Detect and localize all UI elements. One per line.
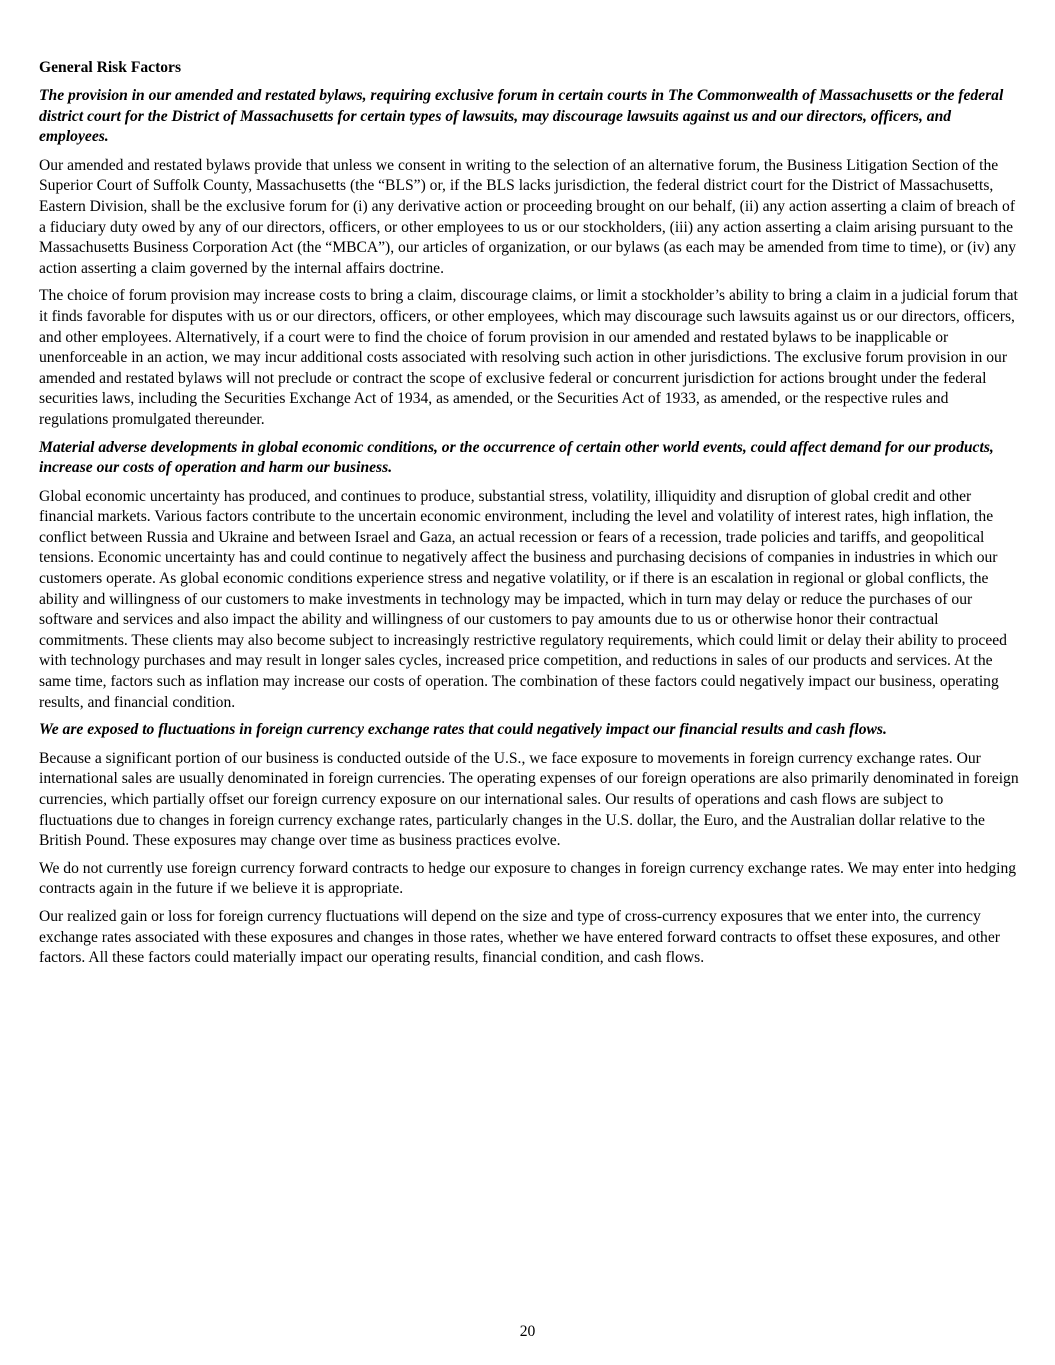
paragraph-foreign-currency-3: Our realized gain or loss for foreign currency fluctuations will depend on the size and type of cross-currency exposures that we enter into, the currency exchange rates associated with these exposures and changes in those rates, whether we have entered forward contracts to offset these exposures, and other factors. All these factors could materially impact our operating results, financial condition, and cash flows. [39,907,1000,967]
document-page [39,58,1019,976]
page-number: 20 [519,1323,536,1340]
risk-heading-exclusive-forum: The provision in our amended and restated bylaws, requiring exclusive forum in certain courts in The Commonwealth of Massachusetts or the federal district court for the District of Massachusetts for certain types of lawsuits, may discourage lawsuits against us and our directors, officers, and employees. [39,87,1004,146]
paragraph-exclusive-forum-2: The choice of forum provision may increase costs to bring a claim, discourage claims, or limit a stockholder’s ability to bring a claim in a judicial forum that it finds favorable for disputes with us or our directors, officers, or other employees, which may discourage such lawsuits against us or our directors, officers, and other employees. Alternatively, if a court were to find the choice of forum provision in our amended and restated bylaws to be inapplicable or unenforceable in an action, we may incur additional costs associated with resolving such action in other jurisdictions. The exclusive forum provision in our amended and restated bylaws will not preclude or contract the scope of exclusive federal or concurrent jurisdiction for actions brought under the federal securities laws, including the Securities Exchange Act of 1934, as amended, or the Securities Act of 1933, as amended, or the respective rules and regulations promulgated thereunder. [39,287,1018,428]
section-title: General Risk Factors [39,59,182,76]
risk-heading-economic-conditions: Material adverse developments in global economic conditions, or the occurrence of certain other world events, could affect demand for our products, increase our costs of operation and harm our business. [39,438,994,477]
risk-heading-foreign-currency: We are exposed to fluctuations in foreign currency exchange rates that could negatively impact our financial results and cash flows. [39,721,887,739]
paragraph-foreign-currency-1: Because a significant portion of our business is conducted outside of the U.S., we face exposure to movements in foreign currency exchange rates. Our international sales are usually denominated in foreign currencies. The operating expenses of our foreign operations are also primarily denominated in foreign currencies, which partially offset our foreign currency exposure on our international sales. Our results of operations and cash flows are subject to fluctuations due to changes in foreign currency exchange rates, particularly changes in the U.S. dollar, the Euro, and the Australian dollar relative to the British Pound. These exposures may change over time as business practices evolve. [39,749,1019,850]
paragraph-exclusive-forum-1: Our amended and restated bylaws provide that unless we consent in writing to the selection of an alternative forum, the Business Litigation Section of the Superior Court of Suffolk County, Massachusetts (the “BLS”) or, if the BLS lacks jurisdiction, the federal district court for the District of Massachusetts, Eastern Division, shall be the exclusive forum for (i) any derivative action or proceeding brought on our behalf, (ii) any action asserting a claim of breach of a fiduciary duty owed by any of our directors, officers, or other employees to us or our stockholders, (iii) any action asserting a claim arising pursuant to the Massachusetts Business Corporation Act (the “MBCA”), our articles of organization, or our bylaws (as each may be amended from time to time), or (iv) any action asserting a claim governed by the internal affairs doctrine. [39,156,1017,277]
paragraph-economic-conditions-1: Global economic uncertainty has produced, and continues to produce, substantial stress, volatility, illiquidity and disruption of global credit and other financial markets. Various factors contribute to the uncertain economic environment, including the level and volatility of interest rates, high inflation, the conflict between Russia and Ukraine and between Israel and Gaza, an actual recession or fears of a recession, trade policies and tariffs, and geopolitical tensions. Economic uncertainty has and could continue to negatively affect the business and purchasing decisions of companies in industries in which our customers operate. As global economic conditions experience stress and negative volatility, or if there is an escalation in regional or global conflicts, the ability and willingness of our customers to make investments in technology may be impacted, which in turn may delay or reduce the purchases of our software and services and also impact the ability and willingness of our customers to pay amounts due to us or otherwise honor their contractual commitments. These clients may also become subject to increasingly restrictive regulatory requirements, which could limit or delay their ability to proceed with technology purchases and may result in longer sales cycles, increased price competition, and reductions in sales of our products and services. At the same time, factors such as inflation may increase our costs of operation. The combination of these factors could negatively impact our business, operating results, and financial condition. [39,487,1007,711]
paragraph-foreign-currency-2: We do not currently use foreign currency forward contracts to hedge our exposure to changes in foreign currency exchange rates. We may enter into hedging contracts again in the future if we believe it is appropriate. [39,859,1017,898]
